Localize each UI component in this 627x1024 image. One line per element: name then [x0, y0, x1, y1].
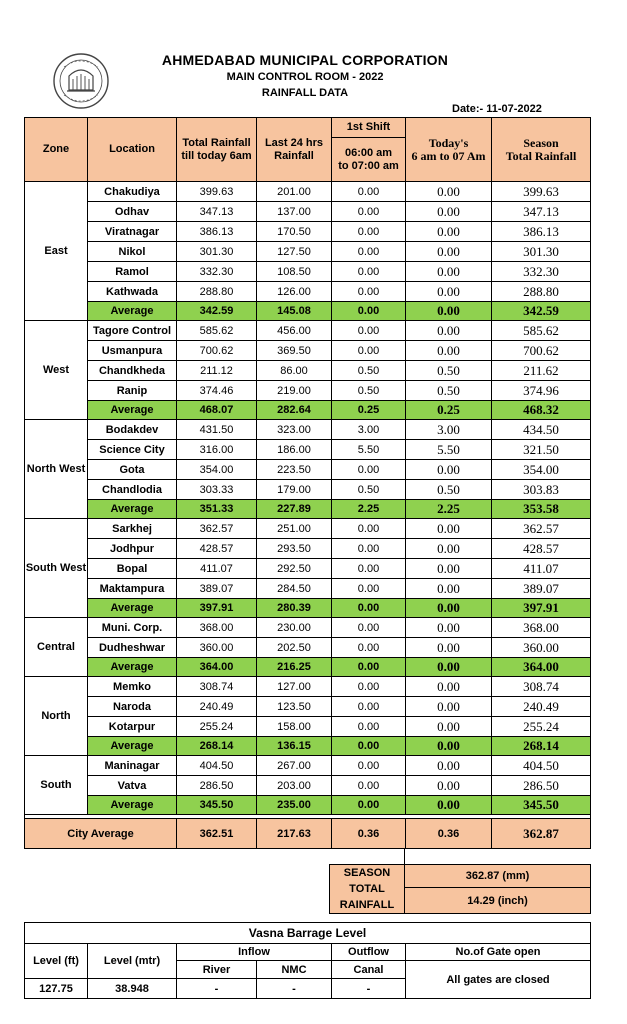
season-total-mm: 362.87 (mm) — [405, 865, 591, 888]
table-row — [25, 321, 591, 341]
table-row — [25, 182, 591, 202]
table-row — [25, 361, 591, 381]
total-rainfall: 386.13 — [177, 222, 257, 242]
total-rainfall: 404.50 — [177, 756, 257, 776]
today-rainfall: 0.00 — [406, 677, 492, 697]
average-shift-rainfall: 0.00 — [332, 599, 406, 618]
last-24hrs: 201.00 — [257, 182, 332, 202]
last-24hrs: 86.00 — [257, 361, 332, 381]
season-rainfall: 411.07 — [492, 559, 591, 579]
last-24hrs: 293.50 — [257, 539, 332, 559]
shift-rainfall: 0.00 — [332, 341, 406, 361]
total-rainfall: 240.49 — [177, 697, 257, 717]
table-row — [25, 519, 591, 539]
total-rainfall: 255.24 — [177, 717, 257, 737]
table-row — [25, 756, 591, 776]
season-rainfall: 386.13 — [492, 222, 591, 242]
average-today-rainfall: 0.25 — [406, 401, 492, 420]
city-average-shift-rainfall: 0.36 — [332, 819, 406, 849]
location: Muni. Corp. — [88, 618, 177, 638]
shift-rainfall: 0.00 — [332, 697, 406, 717]
average-last-24hrs: 227.89 — [257, 500, 332, 519]
average-last-24hrs: 216.25 — [257, 658, 332, 677]
table-row — [25, 381, 591, 401]
average-location: Average — [88, 401, 177, 420]
average-total-rainfall: 345.50 — [177, 796, 257, 815]
table-row — [25, 440, 591, 460]
average-season-rainfall: 353.58 — [492, 500, 591, 519]
shift-rainfall: 5.50 — [332, 440, 406, 460]
total-rainfall: 354.00 — [177, 460, 257, 480]
average-season-rainfall: 364.00 — [492, 658, 591, 677]
shift-rainfall: 0.00 — [332, 618, 406, 638]
level-ft-value: 127.75 — [25, 979, 88, 999]
location: Sarkhej — [88, 519, 177, 539]
canal-label: Canal — [332, 961, 406, 979]
total-rainfall: 347.13 — [177, 202, 257, 222]
average-row — [25, 401, 591, 420]
zone-name: South West — [25, 519, 88, 618]
last-24hrs: 284.50 — [257, 579, 332, 599]
season-rainfall: 362.57 — [492, 519, 591, 539]
table-row — [25, 222, 591, 242]
season-rainfall: 255.24 — [492, 717, 591, 737]
last-24hrs: 186.00 — [257, 440, 332, 460]
table-row — [25, 638, 591, 658]
season-rainfall: 368.00 — [492, 618, 591, 638]
today-rainfall: 0.00 — [406, 202, 492, 222]
city-average-season-rainfall: 362.87 — [492, 819, 591, 849]
last-24hrs: 230.00 — [257, 618, 332, 638]
season-total-inch: 14.29 (inch) — [405, 888, 591, 914]
average-location: Average — [88, 500, 177, 519]
table-row — [25, 341, 591, 361]
today-rainfall: 0.00 — [406, 638, 492, 658]
average-today-rainfall: 0.00 — [406, 599, 492, 618]
city-average-today-rainfall: 0.36 — [406, 819, 492, 849]
last-24hrs: 127.50 — [257, 242, 332, 262]
location: Maninagar — [88, 756, 177, 776]
today-rainfall: 0.00 — [406, 717, 492, 737]
zone-name: South — [25, 756, 88, 815]
average-location: Average — [88, 302, 177, 321]
average-today-rainfall: 0.00 — [406, 658, 492, 677]
location: Tagore Control — [88, 321, 177, 341]
table-row — [25, 677, 591, 697]
shift-rainfall: 0.00 — [332, 638, 406, 658]
today-rainfall: 0.00 — [406, 579, 492, 599]
shift-rainfall: 0.00 — [332, 756, 406, 776]
connector-line — [404, 848, 405, 864]
total-rainfall: 368.00 — [177, 618, 257, 638]
col-zone: Zone — [25, 118, 88, 182]
shift-rainfall: 0.00 — [332, 321, 406, 341]
last-24hrs: 126.00 — [257, 282, 332, 302]
average-season-rainfall: 345.50 — [492, 796, 591, 815]
total-rainfall: 399.63 — [177, 182, 257, 202]
table-row — [25, 262, 591, 282]
table-row — [25, 559, 591, 579]
average-location: Average — [88, 737, 177, 756]
shift-rainfall: 0.00 — [332, 282, 406, 302]
average-row — [25, 737, 591, 756]
total-rainfall: 211.12 — [177, 361, 257, 381]
level-mtr-value: 38.948 — [88, 979, 177, 999]
zone-name: North — [25, 677, 88, 756]
location: Nikol — [88, 242, 177, 262]
average-shift-rainfall: 2.25 — [332, 500, 406, 519]
today-rainfall: 0.00 — [406, 519, 492, 539]
average-today-rainfall: 0.00 — [406, 302, 492, 321]
total-rainfall: 332.30 — [177, 262, 257, 282]
average-total-rainfall: 397.91 — [177, 599, 257, 618]
today-rainfall: 0.00 — [406, 460, 492, 480]
shift-rainfall: 0.00 — [332, 222, 406, 242]
table-row — [25, 480, 591, 500]
city-average-total-rainfall: 362.51 — [177, 819, 257, 849]
today-rainfall: 0.00 — [406, 282, 492, 302]
rainfall-table-body — [25, 182, 591, 849]
average-location: Average — [88, 599, 177, 618]
shift-rainfall: 0.50 — [332, 361, 406, 381]
average-shift-rainfall: 0.00 — [332, 737, 406, 756]
average-today-rainfall: 0.00 — [406, 737, 492, 756]
average-location: Average — [88, 658, 177, 677]
season-rainfall: 288.80 — [492, 282, 591, 302]
season-rainfall: 308.74 — [492, 677, 591, 697]
shift-rainfall: 0.00 — [332, 579, 406, 599]
last-24hrs: 251.00 — [257, 519, 332, 539]
nmc-label: NMC — [257, 961, 332, 979]
average-today-rainfall: 2.25 — [406, 500, 492, 519]
location: Viratnagar — [88, 222, 177, 242]
location: Chandlodia — [88, 480, 177, 500]
col-1st-shift: 1st Shift — [332, 118, 406, 138]
season-rainfall: 211.62 — [492, 361, 591, 381]
table-row — [25, 697, 591, 717]
zone-name: North West — [25, 420, 88, 519]
season-rainfall: 240.49 — [492, 697, 591, 717]
last-24hrs: 219.00 — [257, 381, 332, 401]
river-value: - — [177, 979, 257, 999]
river-label: River — [177, 961, 257, 979]
season-rainfall: 321.50 — [492, 440, 591, 460]
table-row — [25, 539, 591, 559]
location: Bopal — [88, 559, 177, 579]
rainfall-table — [24, 117, 591, 849]
canal-value: - — [332, 979, 406, 999]
location: Jodhpur — [88, 539, 177, 559]
amc-emblem-icon — [52, 52, 110, 110]
today-rainfall: 0.00 — [406, 756, 492, 776]
location: Maktampura — [88, 579, 177, 599]
location: Kotarpur — [88, 717, 177, 737]
total-rainfall: 389.07 — [177, 579, 257, 599]
level-ft-label: Level (ft) — [25, 944, 88, 979]
table-row — [25, 282, 591, 302]
total-rainfall: 362.57 — [177, 519, 257, 539]
average-shift-rainfall: 0.00 — [332, 658, 406, 677]
city-average-label: City Average — [25, 819, 177, 849]
shift-rainfall: 0.50 — [332, 480, 406, 500]
average-season-rainfall: 268.14 — [492, 737, 591, 756]
total-rainfall: 308.74 — [177, 677, 257, 697]
season-rainfall: 286.50 — [492, 776, 591, 796]
col-location: Location — [88, 118, 177, 182]
location: Odhav — [88, 202, 177, 222]
last-24hrs: 369.50 — [257, 341, 332, 361]
today-rainfall: 0.00 — [406, 262, 492, 282]
shift-rainfall: 0.00 — [332, 776, 406, 796]
location: Vatva — [88, 776, 177, 796]
shift-rainfall: 0.50 — [332, 381, 406, 401]
season-total-box — [329, 864, 591, 914]
season-rainfall: 389.07 — [492, 579, 591, 599]
total-rainfall: 316.00 — [177, 440, 257, 460]
average-location: Average — [88, 796, 177, 815]
shift-rainfall: 0.00 — [332, 677, 406, 697]
location: Chandkheda — [88, 361, 177, 381]
average-last-24hrs: 280.39 — [257, 599, 332, 618]
season-total-label: SEASON TOTAL RAINFALL — [330, 865, 405, 914]
season-rainfall: 354.00 — [492, 460, 591, 480]
last-24hrs: 223.50 — [257, 460, 332, 480]
last-24hrs: 203.00 — [257, 776, 332, 796]
season-rainfall: 303.83 — [492, 480, 591, 500]
control-room-title: MAIN CONTROL ROOM - 2022 — [226, 71, 384, 83]
org-title: AHMEDABAD MUNICIPAL CORPORATION — [161, 52, 449, 68]
table-row — [25, 460, 591, 480]
report-date: Date:- 11-07-2022 — [452, 103, 542, 115]
average-season-rainfall: 468.32 — [492, 401, 591, 420]
average-shift-rainfall: 0.00 — [332, 796, 406, 815]
today-rainfall: 0.00 — [406, 341, 492, 361]
location: Memko — [88, 677, 177, 697]
shift-rainfall: 0.00 — [332, 242, 406, 262]
zone-name: Central — [25, 618, 88, 677]
vasna-title: Vasna Barrage Level — [25, 923, 591, 944]
col-today: Today's 6 am to 07 Am — [406, 118, 492, 182]
average-total-rainfall: 351.33 — [177, 500, 257, 519]
total-rainfall: 411.07 — [177, 559, 257, 579]
zone-name: West — [25, 321, 88, 420]
today-rainfall: 0.00 — [406, 321, 492, 341]
today-rainfall: 3.00 — [406, 420, 492, 440]
outflow-label: Outflow — [332, 944, 406, 961]
average-last-24hrs: 282.64 — [257, 401, 332, 420]
season-rainfall: 700.62 — [492, 341, 591, 361]
city-average-row — [25, 819, 591, 849]
season-rainfall: 428.57 — [492, 539, 591, 559]
average-row — [25, 500, 591, 519]
total-rainfall: 428.57 — [177, 539, 257, 559]
table-row — [25, 242, 591, 262]
col-total-rainfall: Total Rainfall till today 6am — [177, 118, 257, 182]
nmc-value: - — [257, 979, 332, 999]
season-rainfall: 434.50 — [492, 420, 591, 440]
average-shift-rainfall: 0.25 — [332, 401, 406, 420]
today-rainfall: 5.50 — [406, 440, 492, 460]
inflow-label: Inflow — [177, 944, 332, 961]
location: Bodakdev — [88, 420, 177, 440]
last-24hrs: 267.00 — [257, 756, 332, 776]
season-rainfall: 301.30 — [492, 242, 591, 262]
total-rainfall: 288.80 — [177, 282, 257, 302]
location: Kathwada — [88, 282, 177, 302]
location: Chakudiya — [88, 182, 177, 202]
location: Gota — [88, 460, 177, 480]
shift-rainfall: 0.00 — [332, 460, 406, 480]
total-rainfall: 585.62 — [177, 321, 257, 341]
season-rainfall: 399.63 — [492, 182, 591, 202]
season-rainfall: 404.50 — [492, 756, 591, 776]
shift-rainfall: 0.00 — [332, 717, 406, 737]
col-shift-time: 06:00 am to 07:00 am — [332, 138, 406, 182]
today-rainfall: 0.00 — [406, 776, 492, 796]
report-title: RAINFALL DATA — [261, 87, 349, 99]
col-season-total: Season Total Rainfall — [492, 118, 591, 182]
shift-rainfall: 0.00 — [332, 202, 406, 222]
today-rainfall: 0.00 — [406, 539, 492, 559]
last-24hrs: 179.00 — [257, 480, 332, 500]
total-rainfall: 301.30 — [177, 242, 257, 262]
shift-rainfall: 0.00 — [332, 559, 406, 579]
average-last-24hrs: 145.08 — [257, 302, 332, 321]
average-row — [25, 599, 591, 618]
average-total-rainfall: 364.00 — [177, 658, 257, 677]
today-rainfall: 0.00 — [406, 697, 492, 717]
season-rainfall: 347.13 — [492, 202, 591, 222]
location: Ramol — [88, 262, 177, 282]
total-rainfall: 374.46 — [177, 381, 257, 401]
today-rainfall: 0.00 — [406, 242, 492, 262]
last-24hrs: 158.00 — [257, 717, 332, 737]
location: Dudheshwar — [88, 638, 177, 658]
average-last-24hrs: 235.00 — [257, 796, 332, 815]
last-24hrs: 108.50 — [257, 262, 332, 282]
shift-rainfall: 0.00 — [332, 262, 406, 282]
location: Naroda — [88, 697, 177, 717]
last-24hrs: 292.50 — [257, 559, 332, 579]
last-24hrs: 123.50 — [257, 697, 332, 717]
season-rainfall: 585.62 — [492, 321, 591, 341]
last-24hrs: 137.00 — [257, 202, 332, 222]
average-row — [25, 796, 591, 815]
season-rainfall: 360.00 — [492, 638, 591, 658]
location: Usmanpura — [88, 341, 177, 361]
table-row — [25, 618, 591, 638]
average-row — [25, 302, 591, 321]
today-rainfall: 0.50 — [406, 381, 492, 401]
today-rainfall: 0.00 — [406, 618, 492, 638]
average-season-rainfall: 342.59 — [492, 302, 591, 321]
last-24hrs: 323.00 — [257, 420, 332, 440]
total-rainfall: 286.50 — [177, 776, 257, 796]
level-mtr-label: Level (mtr) — [88, 944, 177, 979]
city-average-last-24hrs: 217.63 — [257, 819, 332, 849]
table-row — [25, 717, 591, 737]
shift-rainfall: 0.00 — [332, 539, 406, 559]
last-24hrs: 127.00 — [257, 677, 332, 697]
today-rainfall: 0.00 — [406, 182, 492, 202]
shift-rainfall: 0.00 — [332, 519, 406, 539]
today-rainfall: 0.00 — [406, 559, 492, 579]
col-last-24hrs: Last 24 hrs Rainfall — [257, 118, 332, 182]
table-row — [25, 776, 591, 796]
average-shift-rainfall: 0.00 — [332, 302, 406, 321]
gates-status: All gates are closed — [406, 961, 591, 999]
total-rainfall: 700.62 — [177, 341, 257, 361]
table-row — [25, 579, 591, 599]
shift-rainfall: 0.00 — [332, 182, 406, 202]
average-total-rainfall: 268.14 — [177, 737, 257, 756]
location: Science City — [88, 440, 177, 460]
season-rainfall: 374.96 — [492, 381, 591, 401]
today-rainfall: 0.00 — [406, 222, 492, 242]
location: Ranip — [88, 381, 177, 401]
average-total-rainfall: 468.07 — [177, 401, 257, 420]
today-rainfall: 0.50 — [406, 480, 492, 500]
average-total-rainfall: 342.59 — [177, 302, 257, 321]
season-rainfall: 332.30 — [492, 262, 591, 282]
average-row — [25, 658, 591, 677]
table-row — [25, 202, 591, 222]
average-season-rainfall: 397.91 — [492, 599, 591, 618]
last-24hrs: 202.50 — [257, 638, 332, 658]
last-24hrs: 170.50 — [257, 222, 332, 242]
shift-rainfall: 3.00 — [332, 420, 406, 440]
zone-name: East — [25, 182, 88, 321]
average-today-rainfall: 0.00 — [406, 796, 492, 815]
last-24hrs: 456.00 — [257, 321, 332, 341]
gates-label: No.of Gate open — [406, 944, 591, 961]
today-rainfall: 0.50 — [406, 361, 492, 381]
total-rainfall: 303.33 — [177, 480, 257, 500]
total-rainfall: 431.50 — [177, 420, 257, 440]
table-row — [25, 420, 591, 440]
total-rainfall: 360.00 — [177, 638, 257, 658]
average-last-24hrs: 136.15 — [257, 737, 332, 756]
vasna-barrage-table — [24, 922, 591, 999]
